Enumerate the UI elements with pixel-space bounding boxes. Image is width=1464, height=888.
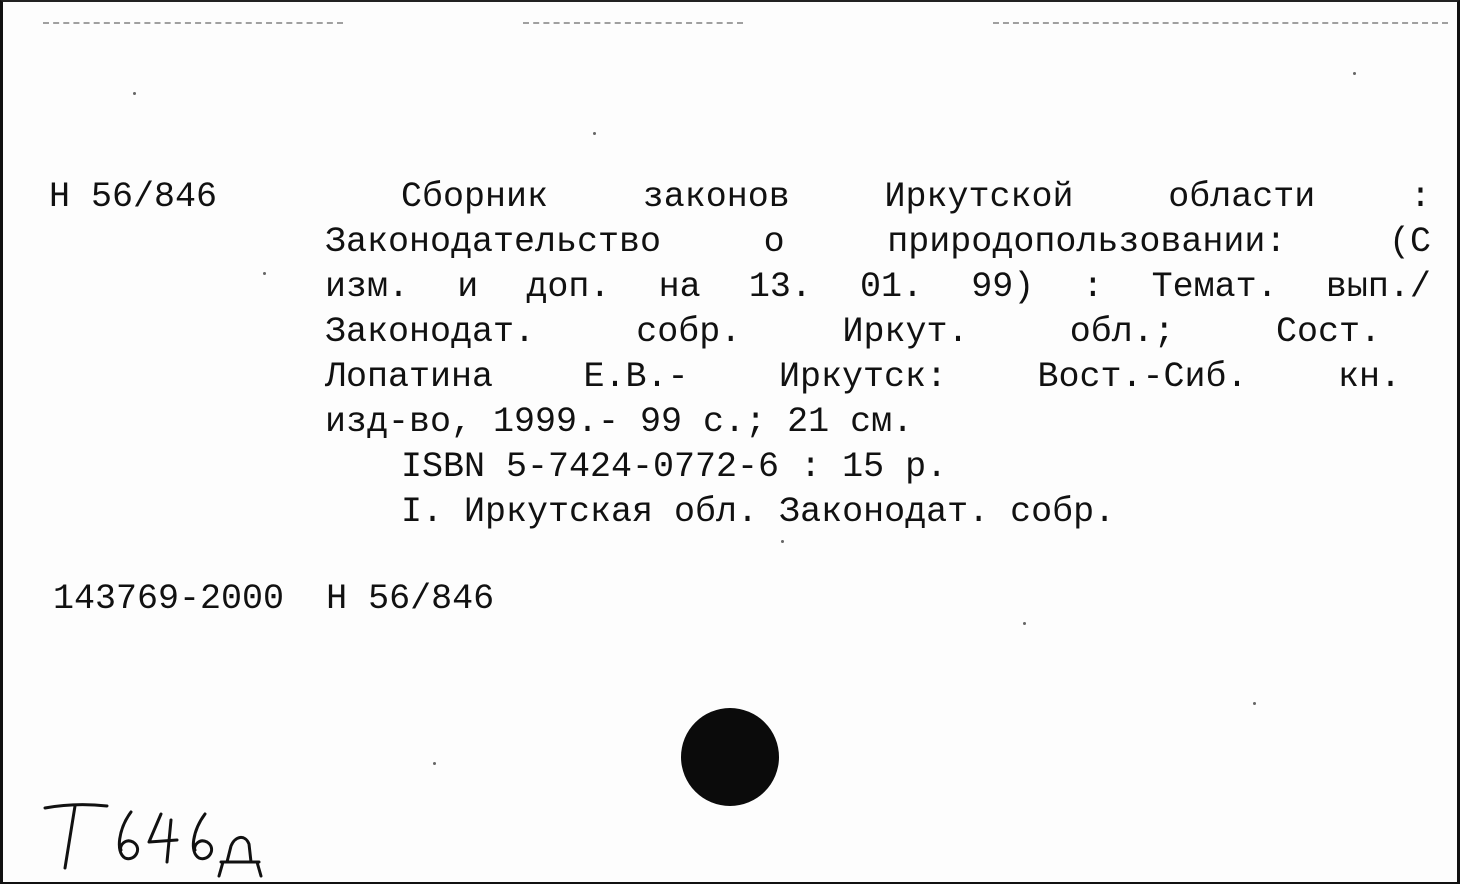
entry-word: Темат. xyxy=(1151,267,1278,307)
entry-word: доп. xyxy=(526,267,611,307)
paper-speck xyxy=(433,762,436,765)
entry-word: вып./ xyxy=(1325,267,1431,307)
entry-word: 99) xyxy=(971,267,1035,307)
entry-word: Лопатина xyxy=(325,357,494,397)
subject-line: I. Иркутская обл. Законодат. собр. xyxy=(401,492,1116,532)
entry-word: Иркутской xyxy=(884,177,1074,217)
shelfmark: Н 56/846 xyxy=(49,177,218,217)
paper-speck xyxy=(781,540,784,543)
entry-word: Сост. xyxy=(1275,312,1381,352)
accession-number: 143769-2000 xyxy=(53,579,285,619)
top-dash-right xyxy=(993,22,1448,24)
entry-word: изм. xyxy=(325,267,410,307)
entry-word: 01. xyxy=(860,267,924,307)
card-footer xyxy=(53,577,494,622)
entry-word: (С xyxy=(1388,222,1431,262)
entry-line-3 xyxy=(325,265,1431,310)
entry-word: Законодат. xyxy=(325,312,536,352)
entry-word: Иркут. xyxy=(842,312,969,352)
isbn-line: ISBN 5-7424-0772-6 : 15 р. xyxy=(401,447,948,487)
entry-word: природопользовании: xyxy=(887,222,1287,262)
entry-word: кн. xyxy=(1337,357,1401,397)
entry-line-1 xyxy=(401,175,1431,220)
paper-speck xyxy=(1353,72,1356,75)
paper-speck xyxy=(133,92,136,95)
entry-word: : xyxy=(1409,177,1431,217)
paper-speck xyxy=(1023,622,1026,625)
entry-line-4 xyxy=(325,310,1381,355)
entry-word: : xyxy=(1082,267,1104,307)
entry-word: законов xyxy=(642,177,790,217)
paper-speck xyxy=(1253,702,1256,705)
entry-line-2 xyxy=(325,220,1431,265)
entry-line-6: изд-во, 1999.- 99 с.; 21 см. xyxy=(325,402,914,442)
entry-word: области xyxy=(1168,177,1316,217)
entry-word: Вост.-Сиб. xyxy=(1037,357,1248,397)
entry-word: обл.; xyxy=(1069,312,1175,352)
paper-speck xyxy=(263,272,266,275)
entry-word: и xyxy=(457,267,479,307)
entry-word: о xyxy=(763,222,785,262)
paper-speck xyxy=(593,132,596,135)
punch-hole xyxy=(681,708,779,806)
top-dash-left xyxy=(43,22,343,24)
handwritten-note xyxy=(39,792,279,882)
top-dash-middle xyxy=(523,22,743,24)
entry-word: Законодательство xyxy=(325,222,662,262)
entry-word: Е.В.- xyxy=(583,357,689,397)
entry-word: на xyxy=(658,267,701,307)
entry-line-5 xyxy=(325,355,1401,400)
entry-word: Сборник xyxy=(401,177,549,217)
entry-word: 13. xyxy=(748,267,812,307)
entry-word: собр. xyxy=(636,312,742,352)
entry-word: Иркутск: xyxy=(778,357,947,397)
footer-shelfmark: Н 56/846 xyxy=(326,579,495,619)
